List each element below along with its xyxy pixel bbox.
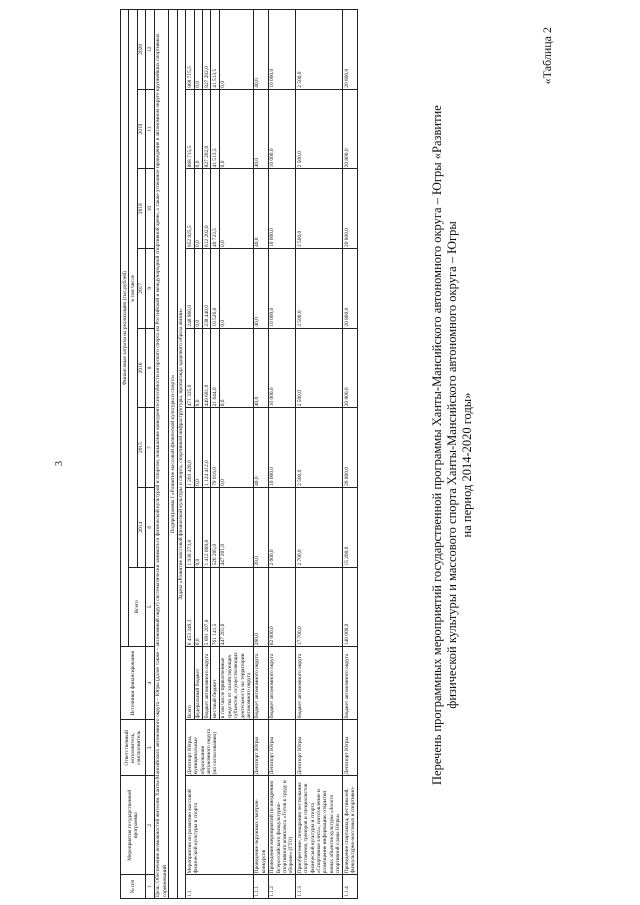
cell-total: 62 000,0 <box>268 567 296 647</box>
subprogram-row: Подпрограмма I «Развитие массовой физической культуры и спорта» <box>169 10 177 899</box>
column-number: 6 <box>146 487 154 567</box>
cell-year-value: 526 205,0 <box>211 487 219 567</box>
column-number: 3 <box>146 720 154 776</box>
table-label: «Таблица 2 <box>540 27 554 85</box>
cell-year-value: 471 325,0 <box>186 328 194 408</box>
cell-responsible: Депспорт Югры <box>268 720 296 776</box>
cell-total: 260,0 <box>253 567 268 647</box>
cell-source: федеральный бюджет <box>194 647 202 720</box>
cell-year-value: 2 500,0 <box>296 89 343 169</box>
cell-source: Всего <box>186 647 194 720</box>
cell-no: 1.1.4 <box>343 875 358 899</box>
cell-year-value: 10 000,0 <box>268 328 296 408</box>
cell-year-value: 0,0 <box>194 169 202 249</box>
cell-no: 1.1.2 <box>268 875 296 899</box>
cell-year-value: 10 000,0 <box>268 408 296 488</box>
column-number: 4 <box>146 647 154 720</box>
cell-year-value: 852 925,5 <box>186 169 194 249</box>
cell-year-value: 20 800,0 <box>343 89 358 169</box>
cell-year-value: 868 715,5 <box>186 89 194 169</box>
column-number: 2 <box>146 776 154 875</box>
cell-year-value: 20 800,0 <box>343 10 358 90</box>
cell-total: 140 000,0 <box>343 567 358 647</box>
cell-year-value: 10 000,0 <box>268 10 296 90</box>
cell-year-value: 41 513,5 <box>211 10 219 90</box>
cell-year-value: 812 202,0 <box>203 169 211 249</box>
cell-year-value: 40,0 <box>253 408 268 488</box>
header-year: 2014 <box>137 487 145 567</box>
cell-year-value: 10 000,0 <box>268 89 296 169</box>
cell-year-value: 40,0 <box>253 248 268 328</box>
cell-year-value: 868 715,5 <box>186 10 194 90</box>
cell-year-value: 2 500,0 <box>296 169 343 249</box>
cell-total: 5 691 207,8 <box>203 567 211 647</box>
cell-year-value: 0,0 <box>219 328 253 408</box>
cell-source: бюджет автономного округа <box>296 647 343 720</box>
cell-total: 0,0 <box>194 567 202 647</box>
header-costs: Финансовые затраты на реализацию (тыс.рублей) <box>121 10 129 647</box>
cell-year-value: 0,0 <box>219 408 253 488</box>
cell-event: Мероприятия по развитию массовой физической культуры и спорта <box>186 776 254 875</box>
cell-year-value: 15 200,0 <box>343 487 358 567</box>
cell-year-value: 1 203 428,0 <box>186 408 194 488</box>
cell-source: бюджет автономного округа <box>343 647 358 720</box>
cell-year-value: 447 201,0 <box>219 487 253 567</box>
column-number: 12 <box>146 10 154 90</box>
cell-total: 6 453 349,3 <box>186 567 194 647</box>
cell-no: 1.1.3 <box>296 875 343 899</box>
cell-year-value: 0,0 <box>194 487 202 567</box>
table-row <box>296 10 343 899</box>
cell-source: в том числе привлеченные средства от хозяйствующих субъектов, осуществляющих деятельность на территории автономного округа <box>219 647 253 720</box>
cell-year-value: 40,0 <box>253 328 268 408</box>
column-numbers-row <box>146 10 154 899</box>
title-line: Перечень программных мероприятий государственной программы Ханты-Мансийского автономного округа – Югры «Развитие <box>430 105 444 785</box>
document-title <box>430 105 475 785</box>
cell-event: Проведение спартакиад, фестивалей, физкультурно-массовых и спортивно- <box>343 776 358 875</box>
table-row <box>343 10 358 899</box>
cell-year-value: 2 500,0 <box>296 328 343 408</box>
cell-year-value: 2 000,0 <box>268 487 296 567</box>
cell-responsible: Депспорт Югры <box>296 720 343 776</box>
cell-year-value: 827 202,0 <box>203 89 211 169</box>
cell-year-value: 0,0 <box>194 89 202 169</box>
cell-year-value: 449 681,0 <box>203 328 211 408</box>
title-line: физической культуры и массового спорта Ханты-Мансийского автономного округа – Югры <box>445 221 459 709</box>
cell-year-value: 10 000,0 <box>268 169 296 249</box>
task-row: Задача «Развитие массовой физической культуры и спорта, спортивной инфраструктуры, пропаганда здорового образа жизни» <box>177 10 185 899</box>
cell-total: 17 700,0 <box>296 567 343 647</box>
cell-event: Проведение окружных смотров-конкурсов <box>253 776 268 875</box>
cell-year-value: 238 440,0 <box>203 248 211 328</box>
cell-year-value: 20,0 <box>253 487 268 567</box>
cell-total: 761 141,5 <box>211 567 219 647</box>
header-year: 2016 <box>137 328 145 408</box>
cell-year-value: 40,0 <box>253 89 268 169</box>
cell-source: бюджет автономного округа <box>253 647 268 720</box>
cell-year-value: 0,0 <box>219 169 253 249</box>
table-row <box>268 10 296 899</box>
cell-year-value: 10 526,0 <box>211 248 219 328</box>
cell-year-value: 0,0 <box>219 89 253 169</box>
cell-year-value: 20 800,0 <box>343 169 358 249</box>
title-line: на период 2014-2020 годы» <box>460 392 474 538</box>
cell-event: Приобретение, поощрения чествования спортсменов, тренеров и специалистов физической культуры и спорта «Спортивная элита», изготовление и размещение информации, открытки новых объектов культуры «Золото спортивной славы Югры» <box>296 776 343 875</box>
cell-year-value: 40 723,5 <box>211 169 219 249</box>
header-responsible: Ответственный исполнитель, соисполнитель <box>121 720 146 776</box>
header-year: 2017 <box>137 248 145 328</box>
cell-total: 447 201,0 <box>219 567 253 647</box>
cell-year-value: 1 938 273,8 <box>186 487 194 567</box>
cell-no: 1.1 <box>186 875 254 899</box>
cell-source: бюджет автономного округа <box>268 647 296 720</box>
cell-year-value: 2 500,0 <box>296 10 343 90</box>
goal-row: Цель: Обеспечение возможностей жителям Ханты-Мансийского автономного округа – Югры (далее также – автономный округ) систематически заниматься физической культурой и спортом, повышение конкурентоспособности югорского спорта на Российской и международной спортивной арене, а также успешное проведение в автономном округе крупнейших спортивных соревнований <box>154 10 169 899</box>
cell-source: местный бюджет <box>211 647 219 720</box>
header-no: № п/п <box>121 875 146 899</box>
cell-year-value: 1 124 412,0 <box>203 408 211 488</box>
cell-year-value: 0,0 <box>194 328 202 408</box>
cell-year-value: 248 966,0 <box>186 248 194 328</box>
page-number: 3 <box>54 461 65 466</box>
cell-year-value: 79 016,0 <box>211 408 219 488</box>
table-row <box>253 10 268 899</box>
cell-year-value: 21 644,0 <box>211 328 219 408</box>
cell-year-value: 0,0 <box>194 408 202 488</box>
cell-year-value: 20 800,0 <box>343 328 358 408</box>
cell-no: 1.1.1 <box>253 875 268 899</box>
cell-year-value: 0,0 <box>219 10 253 90</box>
cell-responsible: Депспорт Югры <box>253 720 268 776</box>
table-row <box>186 10 194 899</box>
cell-year-value: 1 412 068,8 <box>203 487 211 567</box>
column-number: 7 <box>146 408 154 488</box>
cell-source: бюджет автономного округа <box>203 647 211 720</box>
column-number: 5 <box>146 567 154 647</box>
column-number: 11 <box>146 89 154 169</box>
cell-year-value: 2 700,0 <box>296 487 343 567</box>
cell-year-value: 40,0 <box>253 169 268 249</box>
cell-year-value: 827 202,0 <box>203 10 211 90</box>
cell-year-value: 20 800,0 <box>343 248 358 328</box>
cell-year-value: 0,0 <box>219 248 253 328</box>
cell-year-value: 2 500,0 <box>296 248 343 328</box>
column-number: 10 <box>146 169 154 249</box>
cell-event: Проведение мероприятий по внедрению Всероссийского физкультурно-спортивного комплекса «Готов к труду и обороне» (ГТО) <box>268 776 296 875</box>
cell-year-value: 20 800,0 <box>343 408 358 488</box>
rotated-content <box>0 5 640 905</box>
cell-year-value: 10 000,0 <box>268 248 296 328</box>
cell-year-value: 40,0 <box>253 10 268 90</box>
header-incl: в том числе <box>129 10 137 568</box>
header-total: Всего <box>129 567 146 647</box>
header-year: 2015 <box>137 408 145 488</box>
cell-year-value: 0,0 <box>194 10 202 90</box>
header-year: 2020 <box>137 10 145 90</box>
column-number: 9 <box>146 248 154 328</box>
cell-year-value: 2 500,0 <box>296 408 343 488</box>
header-year: 2019 <box>137 89 145 169</box>
cell-responsible: Депспорт Югры <box>343 720 358 776</box>
program-table <box>120 9 358 899</box>
cell-year-value: 41 513,5 <box>211 89 219 169</box>
header-year: 2018 <box>137 169 145 249</box>
column-number: 1 <box>146 875 154 899</box>
cell-year-value: 0,0 <box>194 248 202 328</box>
column-number: 8 <box>146 328 154 408</box>
cell-responsible: Депспорт Югры, муниципальные образования автономного округа (по согласованию) <box>186 720 254 776</box>
header-event: Мероприятия государственной программы <box>121 776 146 875</box>
header-sources: Источники финансирования <box>121 647 146 720</box>
